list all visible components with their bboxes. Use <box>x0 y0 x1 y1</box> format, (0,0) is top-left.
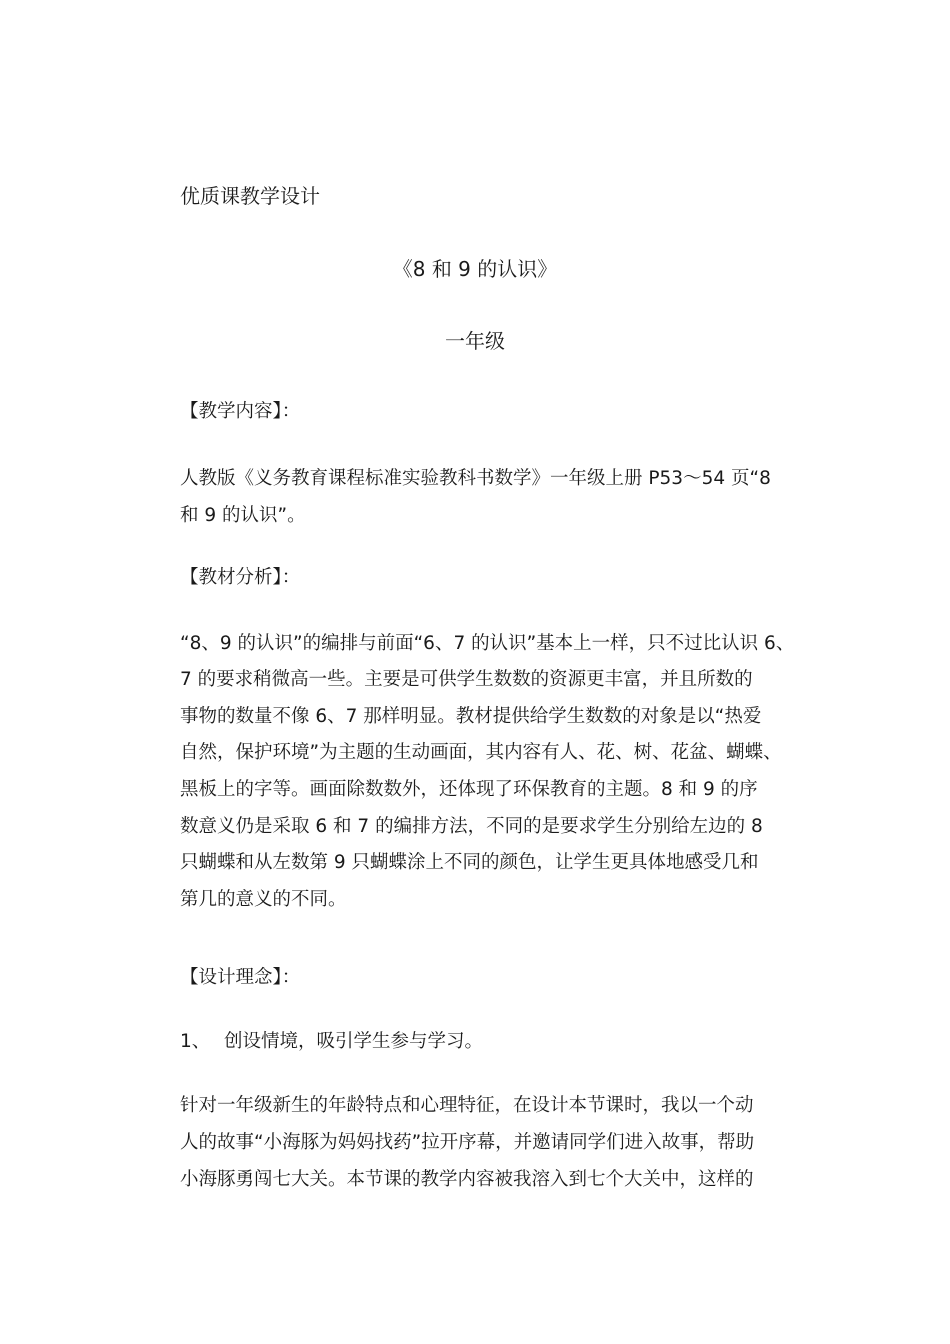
analysis-line: 事物的数量不像 6、7 那样明显。教材提供给学生数数的对象是以“热爱 <box>180 706 762 727</box>
content-line: 和 9 的认识”。 <box>180 505 306 526</box>
section-heading-concept: 【设计理念】： <box>180 967 301 988</box>
analysis-line: 第几的意义的不同。 <box>180 889 347 910</box>
analysis-line: 黑板上的字等。画面除数数外，还体现了环保教育的主题。8 和 9 的序 <box>180 779 758 800</box>
section-heading-content: 【教学内容】： <box>180 401 301 422</box>
item-text: 创设情境，吸引学生参与学习。 <box>224 1031 484 1052</box>
section-heading-analysis: 【教材分析】： <box>180 567 301 588</box>
analysis-line: 数意义仍是采取 6 和 7 的编排方法，不同的是要求学生分别给左边的 8 <box>180 816 763 837</box>
grade-label: 一年级 <box>445 329 505 353</box>
concept-line: 小海豚勇闯七大关。本节课的教学内容被我溶入到七个大关中，这样的 <box>180 1169 754 1190</box>
lesson-title: 《8 和 9 的认识》 <box>392 257 558 281</box>
concept-line: 人的故事“小海豚为妈妈找药”拉开序幕，并邀请同学们进入故事，帮助 <box>180 1132 755 1153</box>
content-line: 人教版《义务教育课程标准实验教科书数学》一年级上册 P53～54 页“8 <box>180 468 771 489</box>
analysis-line: 只蝴蝶和从左数第 9 只蝴蝶涂上不同的颜色，让学生更具体地感受几和 <box>180 852 759 873</box>
document-heading: 优质课教学设计 <box>180 184 320 208</box>
analysis-line: 自然，保护环境”为主题的生动画面，其内容有人、花、树、花盆、蝴蝶、 <box>180 742 782 763</box>
item-number: 1、 <box>180 1031 211 1052</box>
analysis-line: 7 的要求稍微高一些。主要是可供学生数数的资源更丰富，并且所数的 <box>180 669 753 690</box>
concept-line: 针对一年级新生的年龄特点和心理特征，在设计本节课时，我以一个动 <box>180 1095 754 1116</box>
concept-item-1 <box>180 1030 780 1054</box>
analysis-line: “8、9 的认识”的编排与前面“6、7 的认识”基本上一样，只不过比认识 6、 <box>180 633 795 654</box>
